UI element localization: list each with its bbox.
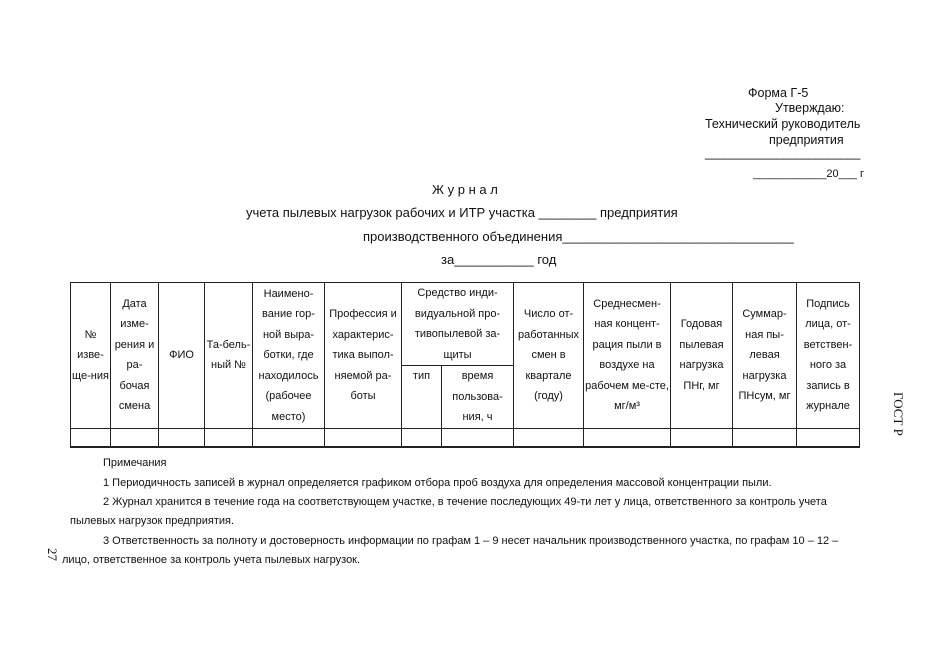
table-cell <box>111 428 159 447</box>
table-cell <box>325 428 402 447</box>
table-cell <box>402 428 442 447</box>
approver-position: Технический руководитель <box>705 117 861 131</box>
signature-line: ________________________ <box>705 146 860 160</box>
col-header-date: Дата изме-рения и ра-бочая смена <box>111 283 159 429</box>
journal-subtitle-1: учета пылевых нагрузок рабочих и ИТР участка ________ предприятия <box>246 205 678 220</box>
note-1: 1 Периодичность записей в журнал определяется графиком отбора проб воздуха для определения массовой концентрации пыли. <box>103 477 772 489</box>
note-3: 3 Ответственность за полноту и достоверность информации по графам 1 – 9 несет начальник производственного участка, по графам 10 – 12 – <box>103 535 839 547</box>
col-header-signature: Подпись лица, от-ветствен-ного за запись в журнале <box>797 283 860 429</box>
col-header-profession: Профессия и характерис-тика выпол-няемой ра-боты <box>325 283 402 429</box>
col-header-total-load: Суммар-ная пы-левая нагрузка ПНсум, мг <box>733 283 797 429</box>
date-line: ____________20___ г <box>753 168 865 180</box>
col-header-workplace: Наимено-вание гор-ной выра-ботки, где находилось (рабочее место) <box>253 283 325 429</box>
col-header-concentration: Среднесмен-ная концент-рация пыли в воздухе на рабочем ме-сте, мг/м³ <box>584 283 671 429</box>
table-cell <box>797 428 860 447</box>
col-header-ppe-type: тип <box>402 366 442 429</box>
journal-title: Ж у р н а л <box>432 182 498 197</box>
table-cell <box>442 428 514 447</box>
journal-table <box>70 282 860 448</box>
table-cell <box>253 428 325 447</box>
table-cell <box>584 428 671 447</box>
col-header-name: ФИО <box>159 283 205 429</box>
col-header-notice-no: № изве-ще-ния <box>71 283 111 429</box>
table-cell <box>514 428 584 447</box>
header-row-1 <box>71 283 860 366</box>
table-cell <box>671 428 733 447</box>
table-row <box>71 428 860 447</box>
note-2: 2 Журнал хранится в течение года на соответствующем участке, в течение последующих 49-ти лет у лица, ответственного за контроль учета <box>103 496 827 508</box>
approve-label: Утверждаю: <box>775 101 845 115</box>
table-cell <box>159 428 205 447</box>
col-header-ppe-time: время пользова-ния, ч <box>442 366 514 429</box>
table-cell <box>733 428 797 447</box>
approver-org: предприятия <box>769 133 844 147</box>
notes-heading: Примечания <box>103 457 167 469</box>
col-header-ppe: Средство инди-видуальной про-тивопылевой за-щиты <box>402 283 514 366</box>
table-cell <box>71 428 111 447</box>
col-header-annual-load: Годовая пылевая нагрузка ПНг, мг <box>671 283 733 429</box>
journal-subtitle-3: за___________ год <box>441 252 557 267</box>
form-id: Форма Г-5 <box>748 86 809 100</box>
note-3-cont: лицо, ответственное за контроль учета пылевых нагрузок. <box>62 554 361 566</box>
col-header-tab-no: Та-бель-ный № <box>205 283 253 429</box>
note-2-cont: пылевых нагрузок предприятия. <box>70 515 235 527</box>
page-number: 27 <box>45 548 60 561</box>
journal-subtitle-2: производственного объединения________________________________ <box>363 229 794 244</box>
table-cell <box>205 428 253 447</box>
col-header-shifts: Число от-работанных смен в квартале (году) <box>514 283 584 429</box>
gost-label: ГОСТ Р <box>891 392 906 436</box>
